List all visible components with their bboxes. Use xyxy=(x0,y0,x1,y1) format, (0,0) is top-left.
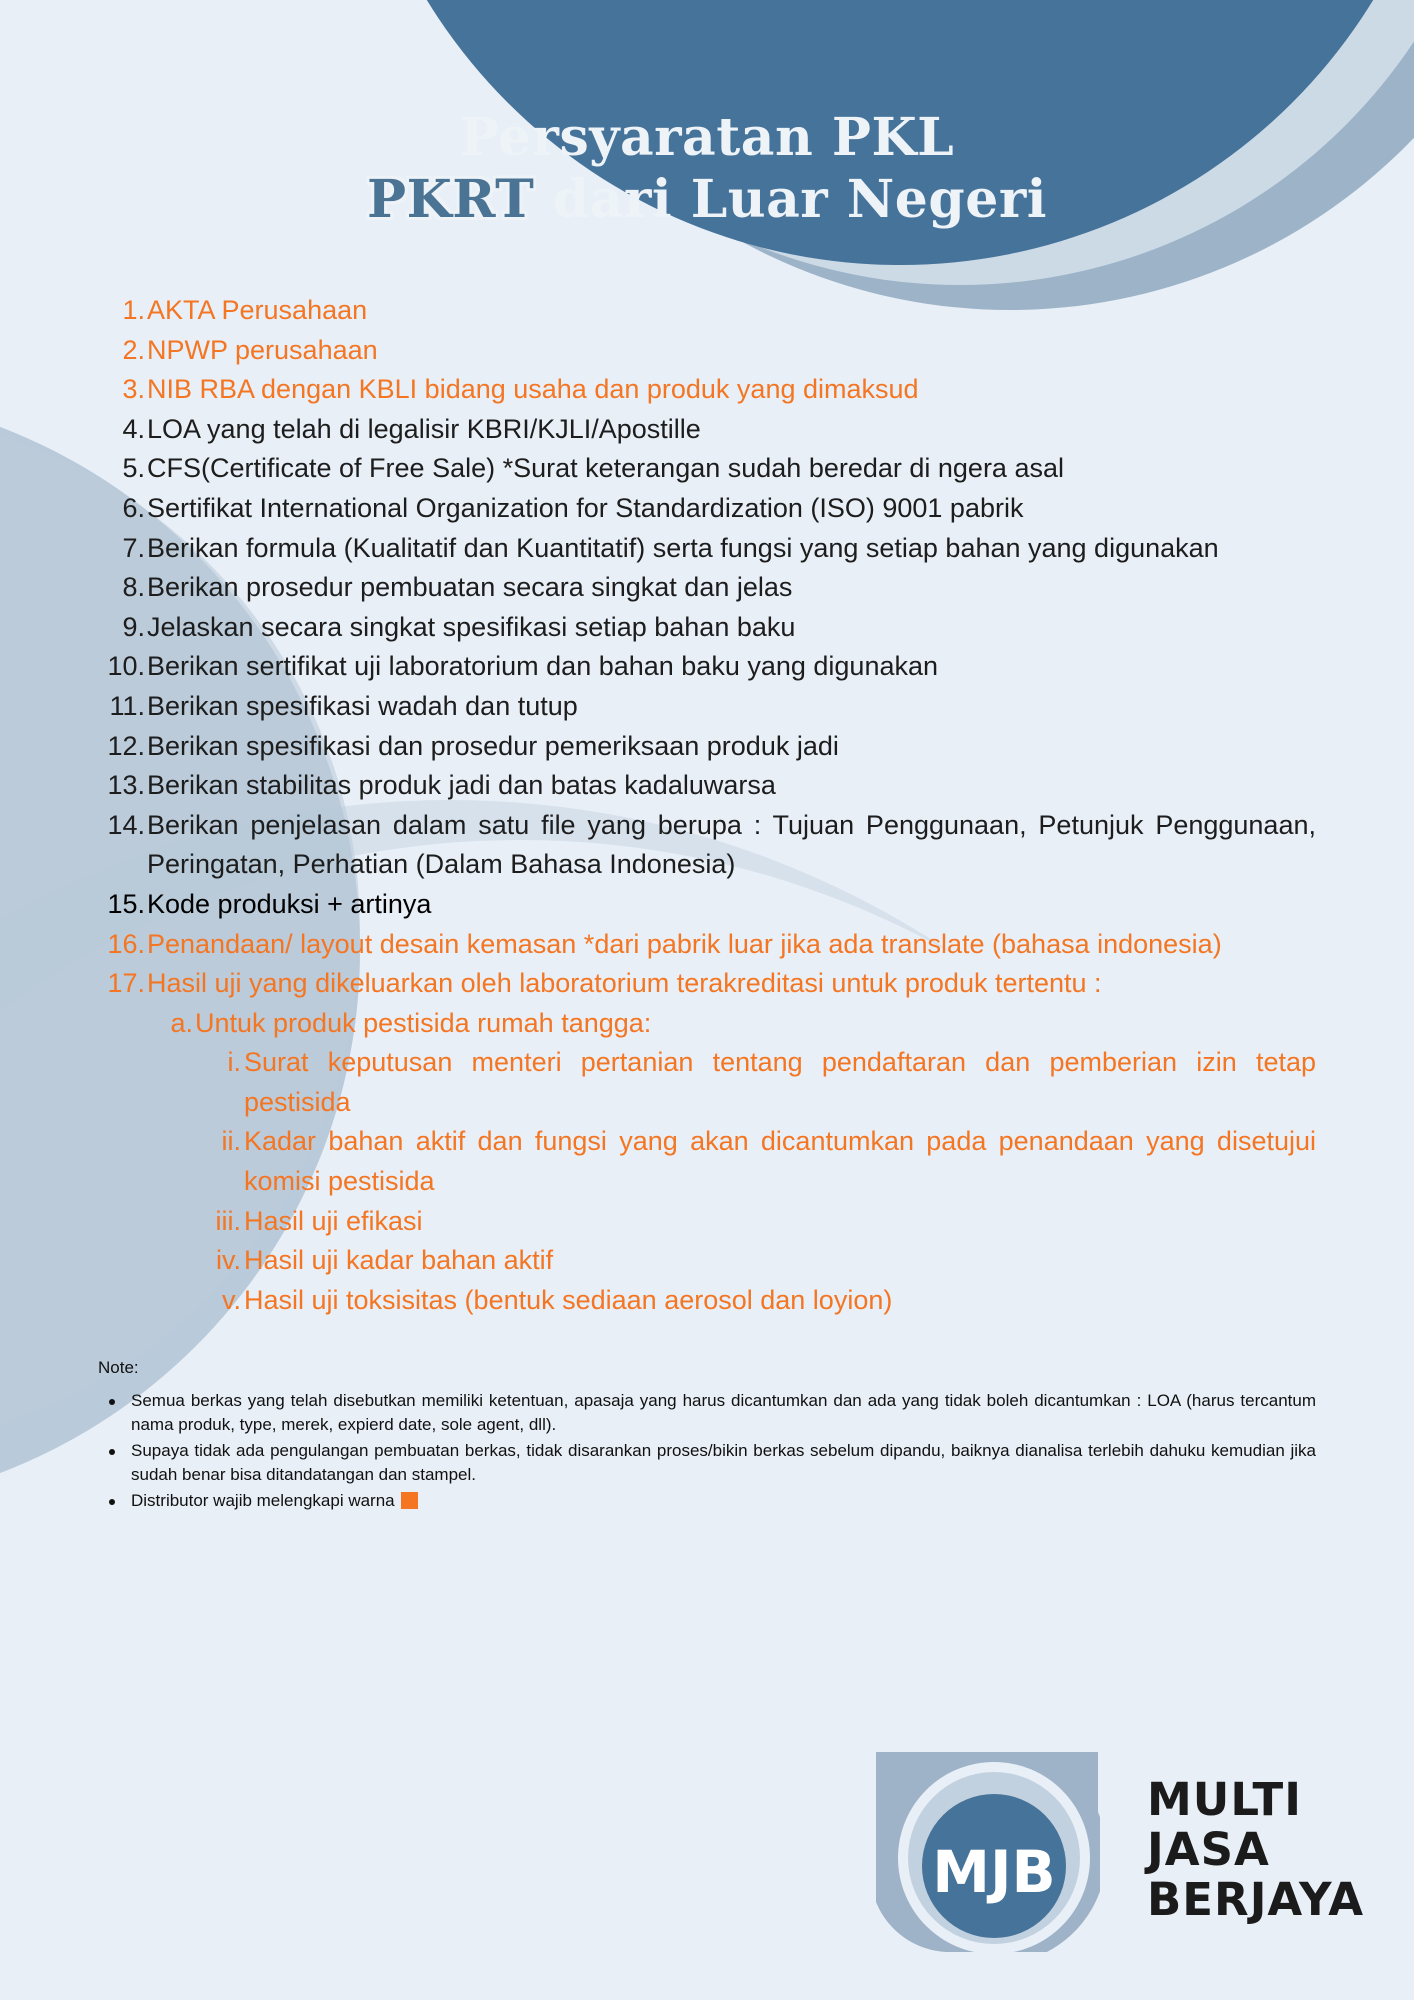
item-number: v. xyxy=(222,1284,241,1315)
item-text: CFS(Certificate of Free Sale) *Surat keterangan sudah beredar di ngera asal xyxy=(147,453,1064,484)
item-text: Berikan formula (Kualitatif dan Kuantitatif) serta fungsi yang setiap bahan yang digunakan xyxy=(147,532,1219,563)
title-line-1: Persyaratan PKL xyxy=(459,107,955,168)
note-title: Note: xyxy=(98,1358,139,1377)
item-text: Berikan penjelasan dalam satu file yang berupa : Tujuan Penggunaan, Petunjuk Penggunaan, Peringatan, Perhatian (Dalam Bahasa Indonesia) xyxy=(147,809,1316,880)
item-text: Kadar bahan aktif dan fungsi yang akan dicantumkan pada penandaan yang disetujui komisi pestisida xyxy=(244,1126,1316,1197)
sub-sub-list-item xyxy=(0,1241,1414,1281)
note-bullet xyxy=(98,1389,1316,1437)
list-item xyxy=(0,608,1414,648)
item-text: Berikan spesifikasi wadah dan tutup xyxy=(147,690,578,721)
item-number: 13. xyxy=(107,770,145,801)
item-number: 16. xyxy=(107,928,145,959)
item-text: Untuk produk pestisida rumah tangga: xyxy=(195,1007,652,1038)
sub-list-item xyxy=(0,1004,1414,1044)
note-section xyxy=(98,1357,1316,1515)
list-item xyxy=(0,766,1414,806)
bullet-dot xyxy=(109,1399,115,1405)
bullet-dot xyxy=(109,1499,115,1505)
note-text: Supaya tidak ada pengulangan pembuatan berkas, tidak disarankan proses/bikin berkas sebelum dipandu, baiknya dianalisa terlebih dahuku kemudian jika sudah benar bisa ditandatangan dan stampel. xyxy=(131,1441,1316,1484)
title-line-2 xyxy=(0,168,1414,232)
item-text: Sertifikat International Organization for Standardization (ISO) 9001 pabrik xyxy=(147,492,1024,523)
item-text: Berikan spesifikasi dan prosedur pemeriksaan produk jadi xyxy=(147,730,839,761)
list-item xyxy=(0,727,1414,767)
company-name xyxy=(1147,1775,1364,1925)
item-number: 6. xyxy=(122,492,145,523)
item-number: 15. xyxy=(107,888,145,919)
list-item xyxy=(0,885,1414,925)
item-text: Surat keputusan menteri pertanian tentang pendaftaran dan pemberian izin tetap pestisida xyxy=(244,1047,1316,1117)
item-number: a. xyxy=(170,1007,193,1038)
item-text: NIB RBA dengan KBLI bidang usaha dan produk yang dimaksud xyxy=(147,374,919,405)
list-item xyxy=(0,925,1414,965)
list-item xyxy=(0,370,1414,410)
item-number: ii. xyxy=(221,1126,241,1157)
item-number: iv. xyxy=(216,1245,241,1276)
list-item xyxy=(0,568,1414,608)
company-name-line-3: BERJAYA xyxy=(1147,1873,1365,1926)
item-number: 10. xyxy=(107,651,145,682)
item-text: Kode produksi + artinya xyxy=(147,888,432,919)
item-number: 7. xyxy=(122,532,145,563)
item-number: 11. xyxy=(109,690,145,721)
bullet-dot xyxy=(109,1449,115,1455)
item-text: LOA yang telah di legalisir KBRI/KJLI/Apostille xyxy=(147,413,701,444)
list-item xyxy=(0,647,1414,687)
item-text: Berikan sertifikat uji laboratorium dan bahan baku yang digunakan xyxy=(147,651,939,682)
note-bullet xyxy=(98,1439,1316,1487)
item-number: 3. xyxy=(122,374,145,405)
list-item xyxy=(0,964,1414,1004)
item-number: 1. xyxy=(122,295,145,325)
note-text: Distributor wajib melengkapi warna xyxy=(131,1491,395,1510)
sub-sub-list-item xyxy=(0,1043,1414,1122)
item-number: 8. xyxy=(122,572,145,603)
title-rest: dari Luar Negeri xyxy=(534,169,1047,230)
item-number: i. xyxy=(227,1047,241,1078)
item-text: Berikan stabilitas produk jadi dan batas kadaluwarsa xyxy=(147,770,776,801)
item-number: 17. xyxy=(107,968,145,999)
list-item xyxy=(0,806,1414,885)
orange-color-swatch xyxy=(401,1492,418,1509)
company-name-line-2: JASA xyxy=(1147,1823,1270,1876)
item-number: iii. xyxy=(215,1205,241,1236)
list-item xyxy=(0,331,1414,371)
mjb-logo-mark xyxy=(876,1752,1100,1952)
logo-monogram: MJB xyxy=(932,1838,1056,1906)
list-item xyxy=(0,410,1414,450)
list-item xyxy=(0,449,1414,489)
item-number: 4. xyxy=(122,413,145,444)
sub-sub-list-item xyxy=(0,1281,1414,1321)
list-item xyxy=(0,529,1414,569)
list-item xyxy=(0,291,1414,331)
item-text: AKTA Perusahaan xyxy=(147,295,368,325)
item-text: Hasil uji toksisitas (bentuk sediaan aerosol dan loyion) xyxy=(244,1284,893,1315)
item-number: 14. xyxy=(107,809,145,840)
item-number: 2. xyxy=(122,334,145,365)
item-text: Hasil uji yang dikeluarkan oleh laboratorium terakreditasi untuk produk tertentu : xyxy=(147,968,1102,999)
item-text: Hasil uji kadar bahan aktif xyxy=(244,1245,554,1276)
note-bullet xyxy=(98,1489,1316,1513)
item-text: NPWP perusahaan xyxy=(147,334,378,365)
sub-sub-list-item xyxy=(0,1122,1414,1201)
title-highlight: PKRT xyxy=(367,169,535,230)
list-item xyxy=(0,489,1414,529)
item-text: Penandaan/ layout desain kemasan *dari pabrik luar jika ada translate (bahasa indonesia) xyxy=(147,928,1222,959)
company-name-line-1: MULTI xyxy=(1147,1773,1302,1826)
item-number: 5. xyxy=(122,453,145,484)
note-text: Semua berkas yang telah disebutkan memiliki ketentuan, apasaja yang harus dicantumkan dan ada yang tidak boleh dicantumkan : LOA (harus tercantum nama produk, type, merek, expierd date, sole agent, dll). xyxy=(131,1391,1316,1434)
item-text: Berikan prosedur pembuatan secara singkat dan jelas xyxy=(147,572,793,603)
sub-sub-list-item xyxy=(0,1202,1414,1242)
item-number: 9. xyxy=(122,611,145,642)
item-text: Hasil uji efikasi xyxy=(244,1205,423,1236)
requirements-list xyxy=(0,291,1414,1320)
list-item xyxy=(0,687,1414,727)
item-number: 12. xyxy=(107,730,145,761)
item-text: Jelaskan secara singkat spesifikasi setiap bahan baku xyxy=(147,611,796,642)
